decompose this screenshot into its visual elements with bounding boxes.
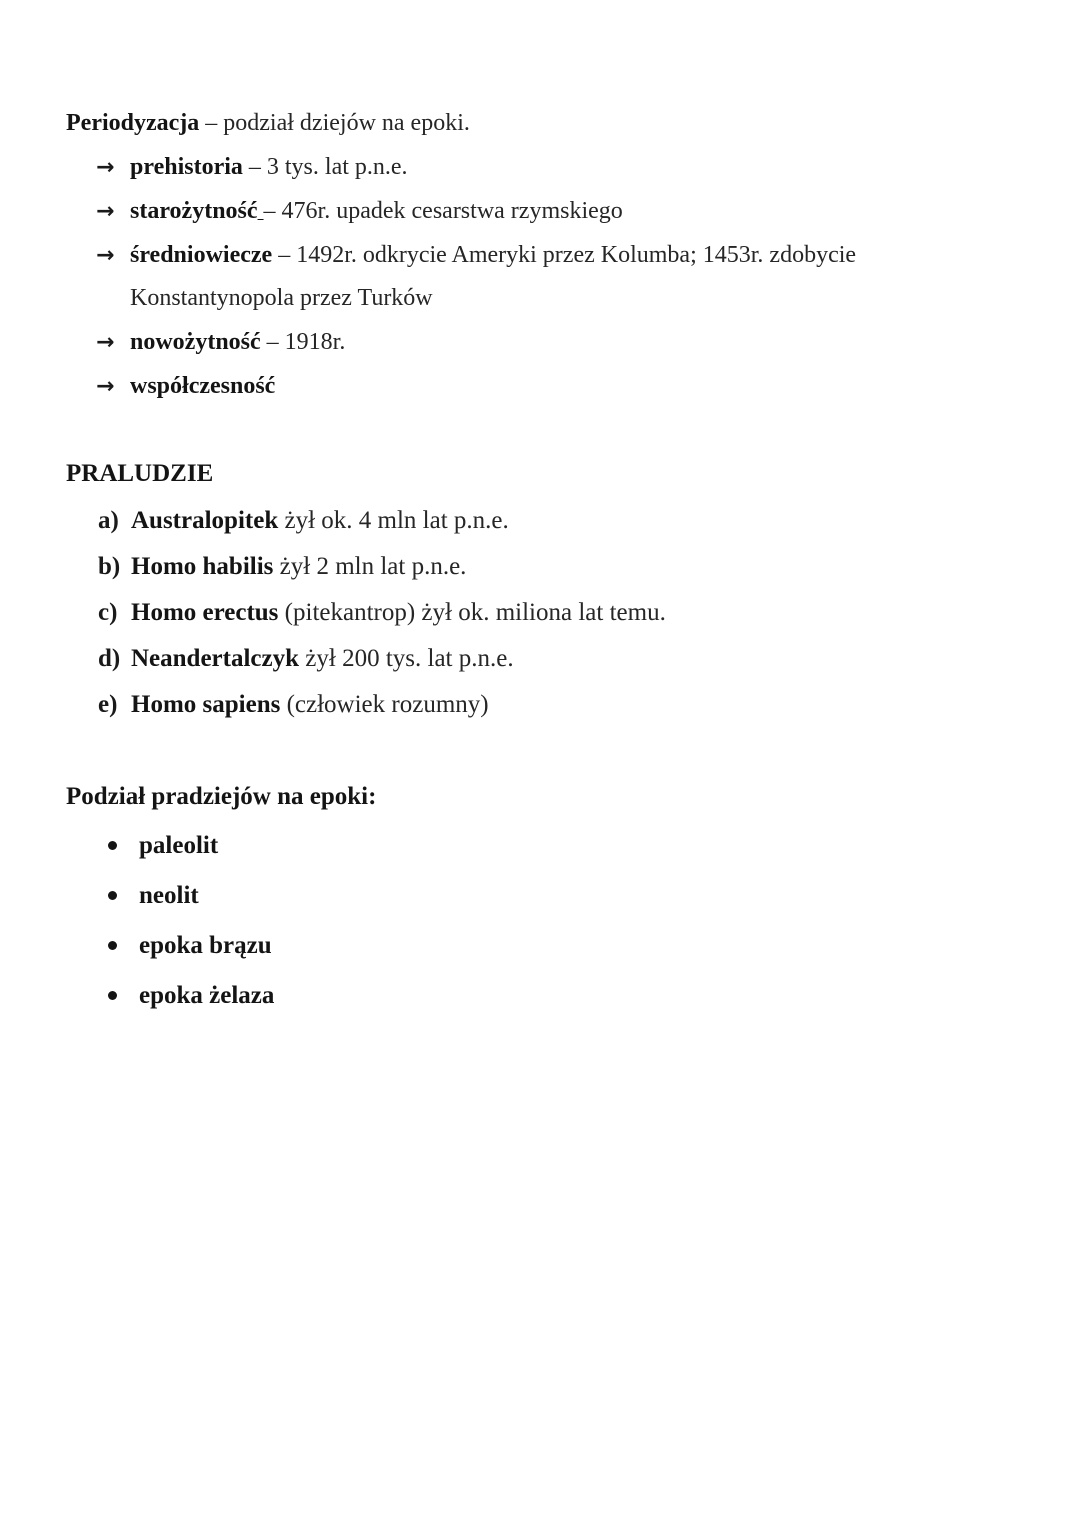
bullet-icon bbox=[108, 891, 117, 900]
list-marker: c) bbox=[98, 599, 118, 626]
period-text: – 3 tys. lat p.n.e. bbox=[242, 154, 408, 180]
hominin-name: Australopitek bbox=[131, 507, 279, 534]
period-label: prehistoria bbox=[130, 154, 243, 180]
period-text: – 1492r. odkrycie Ameryki przez Kolumba; 1453r. zdobycie bbox=[272, 242, 857, 268]
period-label: średniowiecze bbox=[130, 242, 273, 268]
hominin-text: żył 2 mln lat p.n.e. bbox=[273, 553, 467, 580]
hominin-name: Homo habilis bbox=[131, 553, 274, 580]
list-marker: a) bbox=[98, 507, 119, 534]
epoch-label: epoka żelaza bbox=[139, 982, 275, 1009]
period-item-contemporary bbox=[96, 371, 275, 402]
list-marker: b) bbox=[98, 553, 121, 580]
periodization-heading bbox=[66, 108, 470, 138]
praludzie-heading bbox=[66, 459, 213, 489]
arrow-right-icon: → bbox=[96, 374, 115, 399]
hominin-name: Neandertalczyk bbox=[131, 645, 300, 672]
epoch-item bbox=[108, 981, 274, 1011]
period-text: – 476r. upadek cesarstwa rzymskiego bbox=[263, 198, 623, 224]
list-marker: d) bbox=[98, 645, 121, 672]
period-label: współczesność bbox=[130, 373, 276, 399]
arrow-right-icon: → bbox=[96, 330, 115, 355]
periodization-subtitle: – podział dziejów na epoki. bbox=[199, 110, 470, 136]
hominin-text: (pitekantrop) żył ok. miliona lat temu. bbox=[278, 599, 666, 626]
bullet-icon bbox=[108, 941, 117, 950]
epoch-item bbox=[108, 931, 272, 961]
period-label: nowożytność bbox=[130, 329, 261, 355]
arrow-right-icon: → bbox=[96, 199, 115, 224]
period-item-prehistory bbox=[96, 152, 408, 183]
period-label: starożytność bbox=[130, 198, 258, 224]
hominin-name: Homo erectus bbox=[131, 599, 279, 626]
epoch-label: paleolit bbox=[139, 832, 219, 859]
periodization-title: Periodyzacja bbox=[66, 110, 200, 136]
period-item-modern bbox=[96, 327, 345, 358]
bullet-icon bbox=[108, 841, 117, 850]
epochs-title: Podział pradziejów na epoki: bbox=[66, 783, 377, 810]
hominin-item bbox=[98, 644, 514, 674]
epoch-item bbox=[108, 831, 218, 861]
hominin-item bbox=[98, 690, 489, 720]
hominin-item bbox=[98, 598, 666, 628]
arrow-right-icon: → bbox=[96, 243, 115, 268]
arrow-right-icon: → bbox=[96, 155, 115, 180]
hominin-text: (człowiek rozumny) bbox=[280, 691, 489, 718]
hominin-text: żył 200 tys. lat p.n.e. bbox=[299, 645, 514, 672]
period-item-middle-ages-continuation bbox=[130, 283, 433, 313]
period-text-continuation: Konstantynopola przez Turków bbox=[130, 285, 433, 311]
epochs-heading bbox=[66, 782, 376, 812]
period-item-middle-ages bbox=[96, 240, 856, 271]
epoch-label: neolit bbox=[139, 882, 199, 909]
epoch-item bbox=[108, 881, 199, 911]
epoch-label: epoka brązu bbox=[139, 932, 272, 959]
period-text: – 1918r. bbox=[260, 329, 346, 355]
hominin-name: Homo sapiens bbox=[131, 691, 281, 718]
praludzie-title: PRALUDZIE bbox=[66, 460, 214, 487]
hominin-item bbox=[98, 506, 509, 536]
list-marker: e) bbox=[98, 691, 118, 718]
hominin-text: żył ok. 4 mln lat p.n.e. bbox=[278, 507, 509, 534]
hominin-item bbox=[98, 552, 466, 582]
period-item-antiquity bbox=[96, 196, 623, 227]
bullet-icon bbox=[108, 991, 117, 1000]
